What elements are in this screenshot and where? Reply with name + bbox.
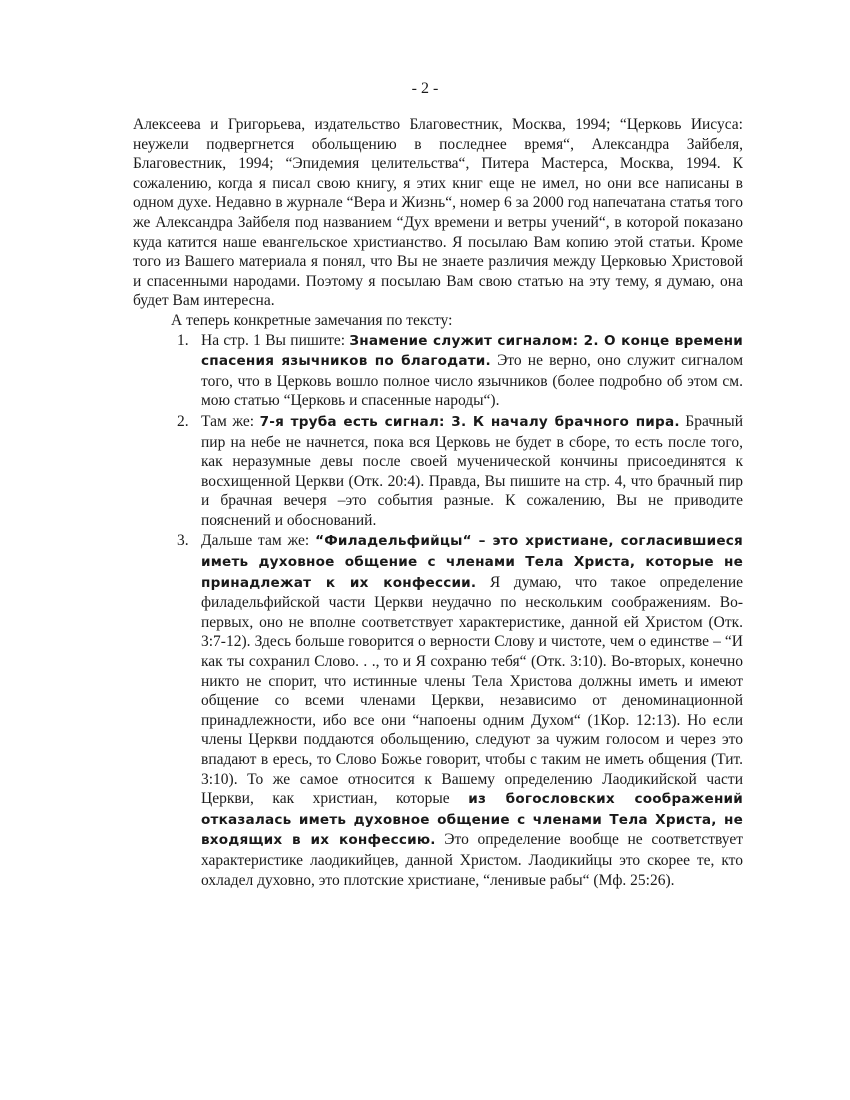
remark-comment: Я думаю, что такое определение филадельфийской части Церкви неудачно по нескольким соображениям. Во-первых, оно не вполне соответствует характеристике, данной ей Христом (Отк. 3:7-12). Здесь больше говорится о верности Слову и чистоте, чем о единстве – “И как ты сохранил Слово. . ., то и Я сохраню тебя“ (Отк. 3:10). Во-вторых, конечно никто не спорит, что истинные члены Тела Христова должны иметь и имеют общение со всеми членами Церкви, независимо от деноминационной принадлежности, ибо все они “напоены одним Духом“ (1Кор. 12:13). Но если члены Церкви поддаются обольщению, следуют за чужим голосом и через это впадают в ересь, то Слово Божье говорит, чтобы с таким не иметь общения (Тит. 3:10). То же самое относится к Вашему определению Лаодикийской части Церкви, как христиан, которые	[201, 573, 743, 808]
remark-comment: Это не верно, оно служит сигналом того, что в Церковь вошло полное число язычников (более подробно об этом см. мою статью “Церковь и спасенные народы“).	[201, 352, 743, 410]
remarks-lead: А теперь конкретные замечания по тексту:	[171, 311, 453, 329]
remark-text: Дальше там же:	[201, 532, 316, 550]
remark-number: 2.	[177, 412, 189, 430]
intro-paragraph: Алексеева и Григорьева, издательство Благовестник, Москва, 1994; “Церковь Иисуса: неужели подвергнется обольщению в последнее время“, Александра Зайбеля, Благовестник, 1994; “Эпидемия целительства“, Питера Мастерса, Москва, 1994. К сожалению, когда я писал свою книгу, я этих книг еще не имел, но они все написаны в одном духе. Недавно в журнале “Вера и Жизнь“, номер 6 за 2000 год напечатана статья того же Александра Зайбеля под названием “Дух времени и ветры учений“, в которой показано куда катится наше евангельское христианство. Я посылаю Вам копию этой статьи. Кроме того из Вашего материала я понял, что Вы не знаете различия между Церковью Христовой и спасенными народами. Поэтому я посылаю Вам свою статью на эту тему, я думаю, она будет Вам интересна.	[133, 116, 743, 310]
remark-number: 3.	[177, 532, 189, 550]
remark-text: На стр. 1 Вы пишите:	[201, 331, 350, 349]
quoted-text: Знамение служит сигналом: 2. О конце времени спасения язычников по благодати.	[201, 332, 743, 370]
quoted-text: 7-я труба есть сигнал: 3. К началу брачного пира.	[259, 413, 680, 430]
remark-comment: Брачный пир на небе не начнется, пока вся Церковь не будет в сборе, то есть после того, как неразумные девы после своей мученической кончины присоединятся к восхищенной Церкви (Отк. 20:4). Правда, Вы пишите на стр. 4, что брачный пир и брачная вечеря –это события разные. К сожалению, Вы не приводите пояснений и обоснований.	[201, 412, 743, 529]
remark-item-3	[177, 531, 743, 890]
remark-item-2	[177, 412, 743, 531]
remark-text: Там же:	[201, 412, 260, 430]
remark-number: 1.	[177, 331, 189, 349]
quoted-text-2: из богословских соображений отказалась иметь духовное общение с членами Тела Христа, не входящих в их конфессию.	[201, 791, 743, 849]
remarks-list	[133, 331, 743, 891]
letter-body	[133, 115, 743, 891]
page-number: - 2 -	[411, 80, 439, 97]
remark-item-1	[177, 331, 743, 411]
remark-comment-end: Это определение вообще не соответствует характеристике лаодикийцев, данной Христом. Лаодикийцы это скорее те, кто охладел духовно, это плотские христиане, “ленивые рабы“ (Мф. 25:26).	[201, 831, 743, 889]
quoted-text: “Филадельфийцы“ – это христиане, согласившиеся иметь духовное общение с членами Тела Христа, которые не принадлежат к их конфессии.	[201, 533, 743, 591]
